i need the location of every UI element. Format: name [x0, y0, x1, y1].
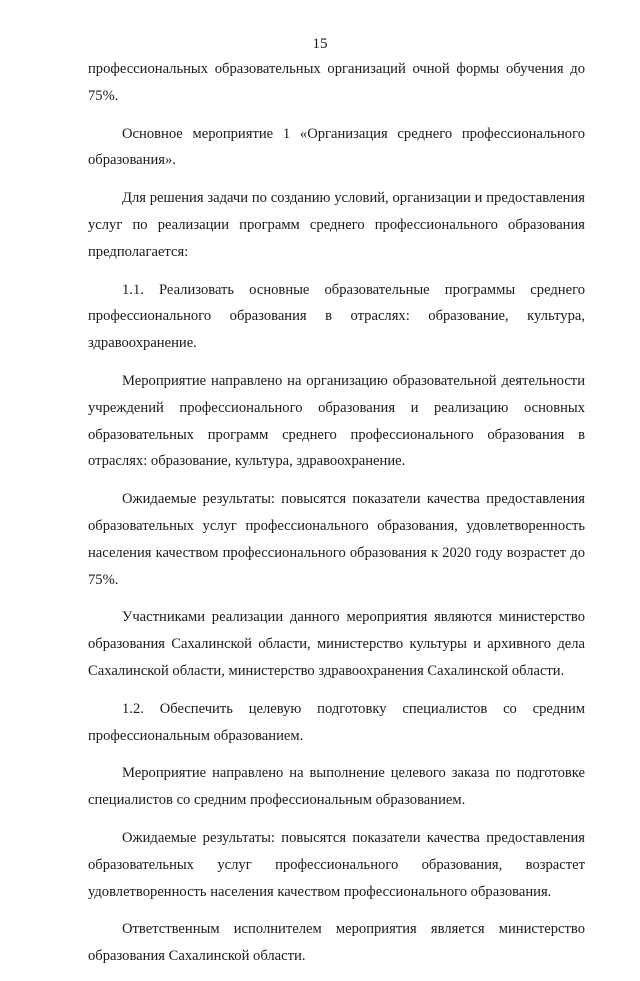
paragraph-9: Мероприятие направлено на выполнение целевого заказа по подготовке специалистов со средним профессиональным образованием. [88, 765, 585, 809]
paragraph-7: Участниками реализации данного мероприятия являются министерство образования Сахалинской области, министерство культуры и архивного дела Сахалинской области, министерство здравоохранения Сахалинской области. [88, 609, 585, 679]
paragraph-8: 1.2. Обеспечить целевую подготовку специалистов со средним профессиональным образованием. [88, 700, 585, 744]
paragraph-2: Основное мероприятие 1 «Организация среднего профессионального образования». [88, 125, 585, 169]
paragraph-11: Ответственным исполнителем мероприятия является министерство образования Сахалинской области. [88, 921, 585, 965]
document-body [88, 56, 585, 981]
paragraph-6: Ожидаемые результаты: повысятся показатели качества предоставления образовательных услуг профессионального образования, удовлетворенность населения качеством профессионального образования к 2020 году возрастет до 75%. [88, 491, 585, 588]
paragraph-4: 1.1. Реализовать основные образовательные программы среднего профессионального образования в отраслях: образование, культура, здравоохранение. [88, 281, 585, 352]
paragraph-5: Мероприятие направлено на организацию образовательной деятельности учреждений профессионального образования и реализацию основных образовательных программ среднего профессионального образования в отраслях: образование, культура, здравоохранение. [88, 372, 585, 470]
page-number: 15 [312, 36, 328, 52]
paragraph-1: профессиональных образовательных организаций очной формы обучения до 75%. [88, 61, 585, 104]
paragraph-3: Для решения задачи по созданию условий, организации и предоставления услуг по реализации программ среднего профессионального образования предполагается: [88, 190, 585, 260]
paragraph-10: Ожидаемые результаты: повысятся показатели качества предоставления образовательных услуг профессионального образования, возрастет удовлетворенность населения качеством профессионального образования. [88, 829, 585, 900]
